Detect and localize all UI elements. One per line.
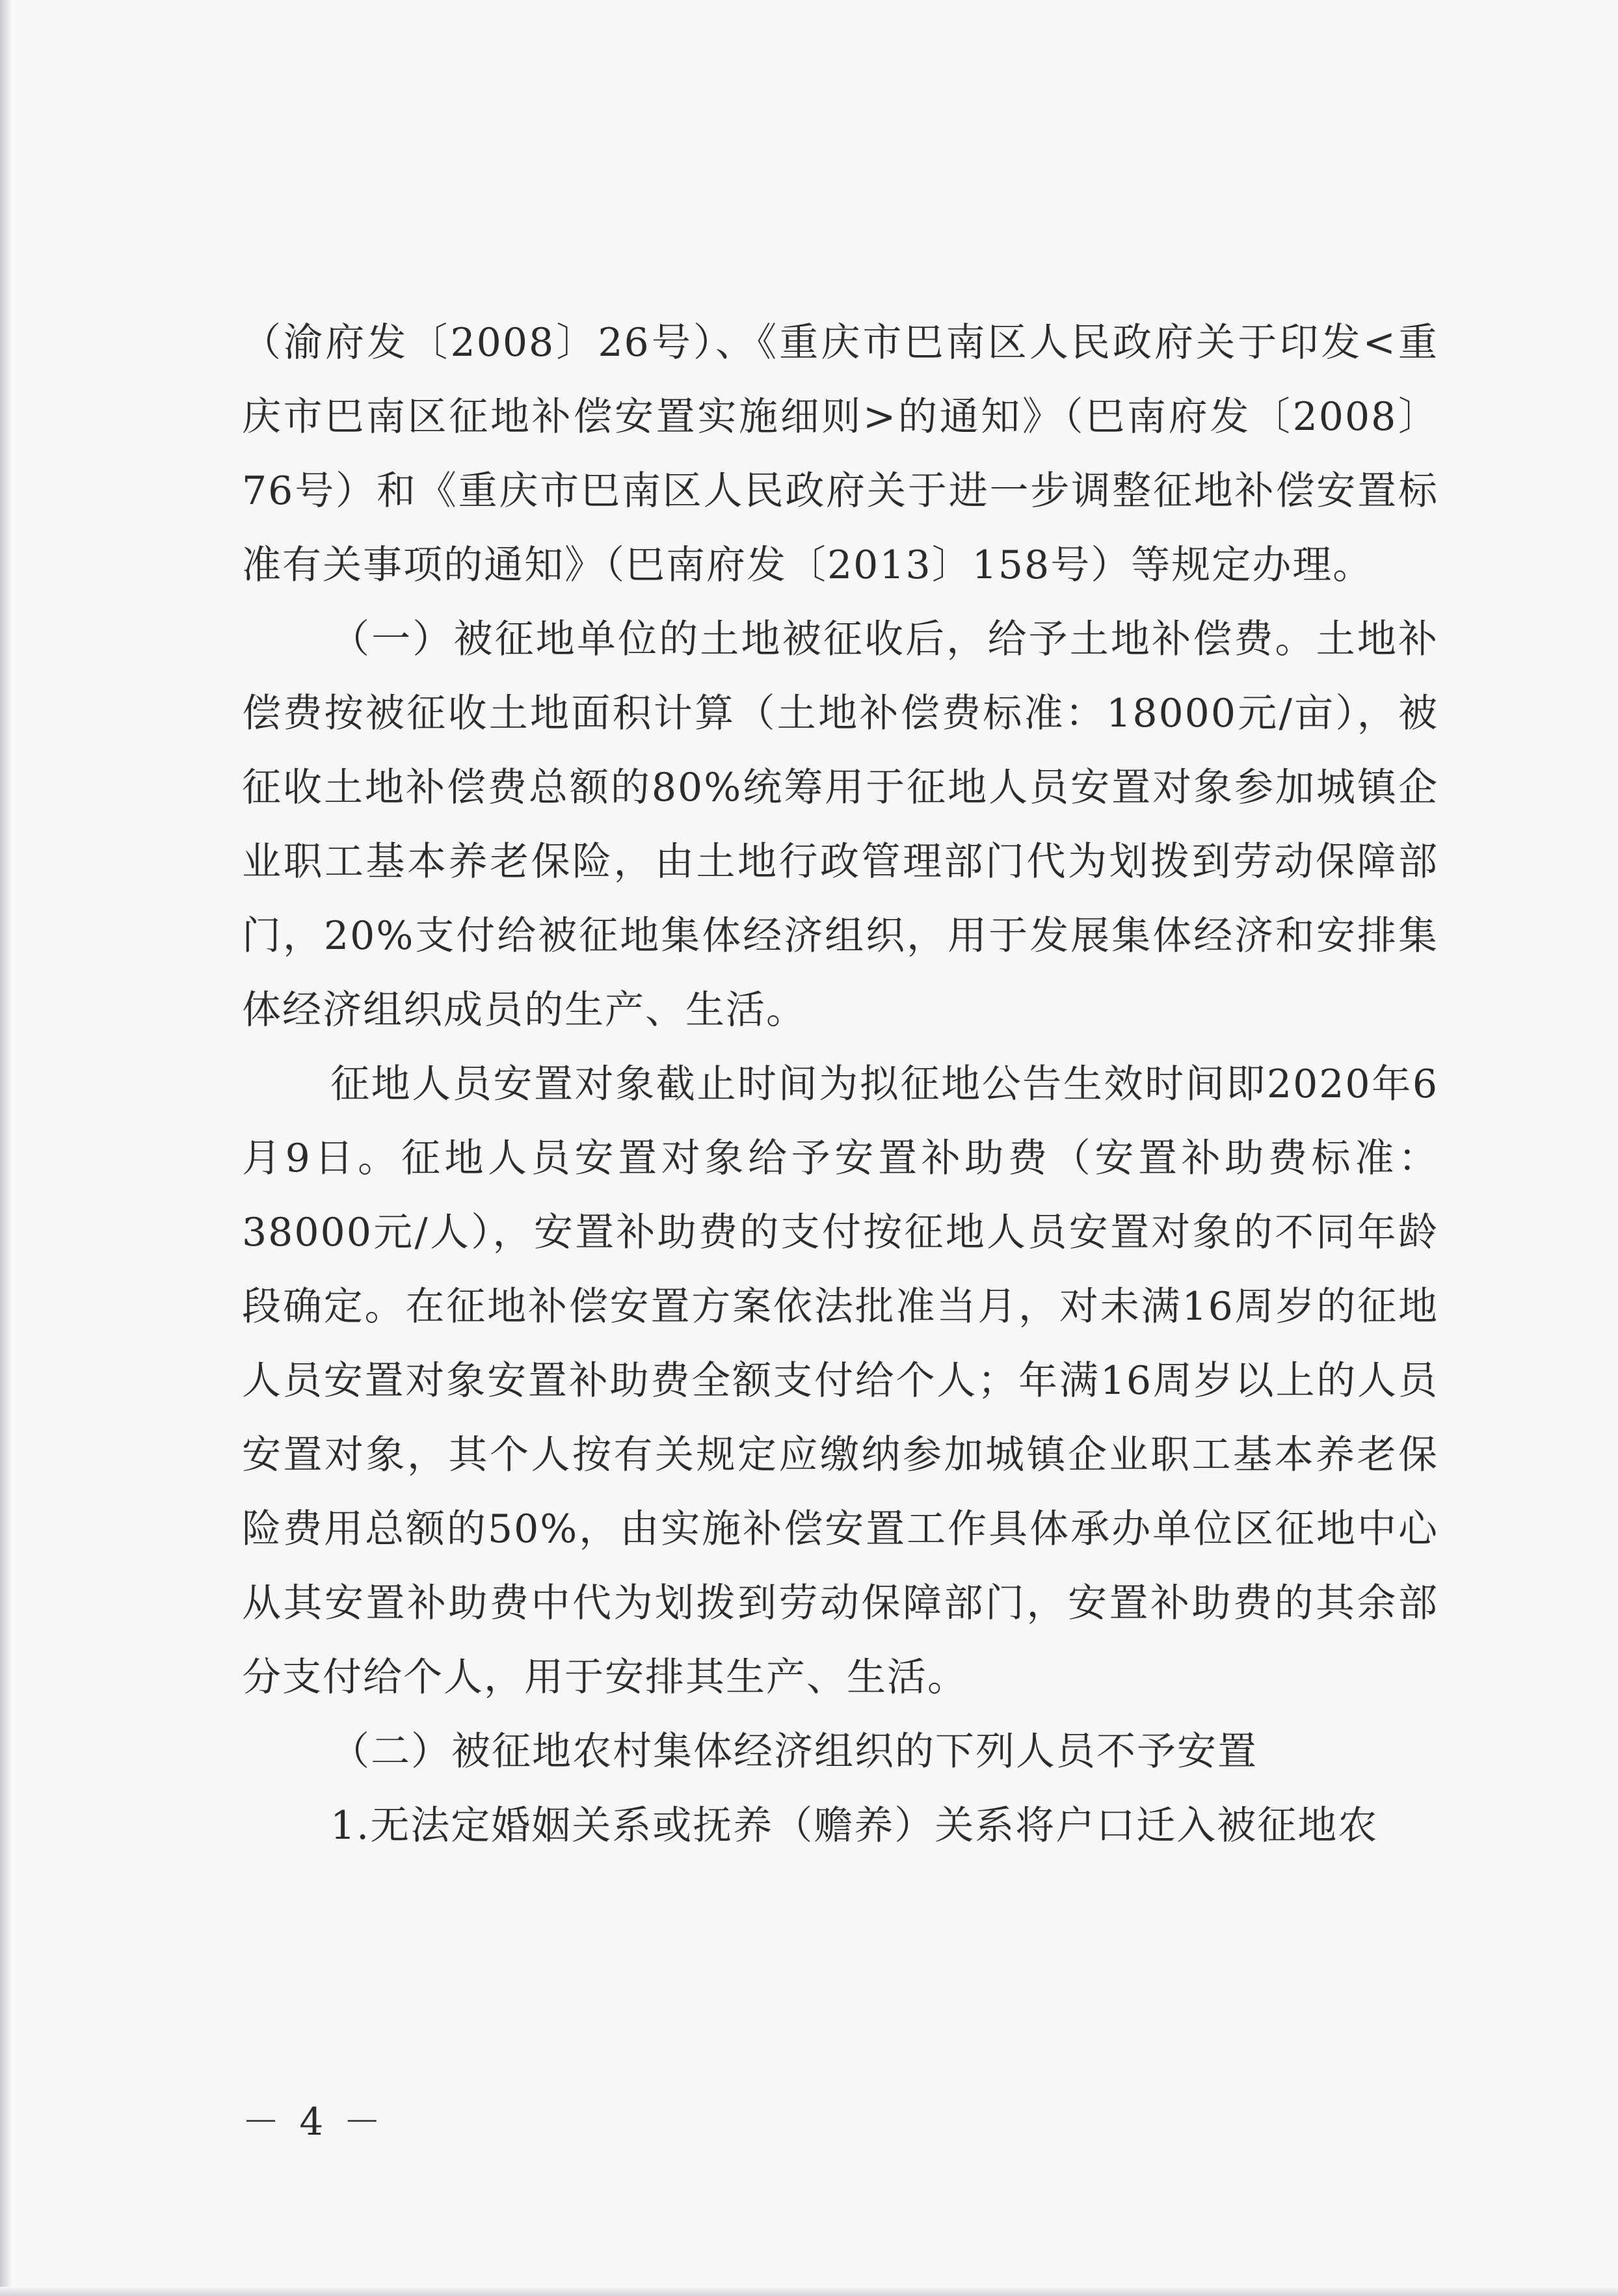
paragraph-item-one: 1.无法定婚姻关系或抚养（赡养）关系将户口迁入被征地农 [330,1803,1379,1849]
paragraph-continuation: （渝府发〔2008〕26号）、《重庆市巴南区人民政府关于印发<重庆市巴南区征地补偿安置实施细则>的通知》（巴南府发〔2008〕76号）和《重庆市巴南区人民政府关于进一步调整征地补偿安置标准有关事项的通知》（巴南府发〔2013〕158号）等规定办理。 [242,320,1439,588]
paragraph-section-two-heading: （二）被征地农村集体经济组织的下列人员不予安置 [330,1729,1258,1774]
document-body [242,306,1439,1863]
scan-edge-left [0,0,12,2296]
paragraph-land-compensation: （一）被征地单位的土地被征收后，给予土地补偿费。土地补偿费按被征收土地面积计算（土地补偿费标准：18000元/亩），被征收土地补偿费总额的80%统筹用于征地人员安置对象参加城镇企业职工基本养老保险，由土地行政管理部门代为划拨到劳动保障部门，20%支付给被征地集体经济组织，用于发展集体经济和安排集体经济组织成员的生产、生活。 [242,617,1439,1033]
page-number: － 4 － [242,2100,385,2144]
scan-edge-bottom [0,2287,1618,2296]
paragraph-resettlement-subsidy: 征地人员安置对象截止时间为拟征地公告生效时间即2020年6月9日。征地人员安置对象给予安置补助费（安置补助费标准：38000元/人），安置补助费的支付按征地人员安置对象的不同年龄段确定。在征地补偿安置方案依法批准当月，对未满16周岁的征地人员安置对象安置补助费全额支付给个人；年满16周岁以上的人员安置对象，其个人按有关规定应缴纳参加城镇企业职工基本养老保险费用总额的50%，由实施补偿安置工作具体承办单位区征地中心从其安置补助费中代为划拨到劳动保障部门，安置补助费的其余部分支付给个人，用于安排其生产、生活。 [242,1061,1439,1700]
